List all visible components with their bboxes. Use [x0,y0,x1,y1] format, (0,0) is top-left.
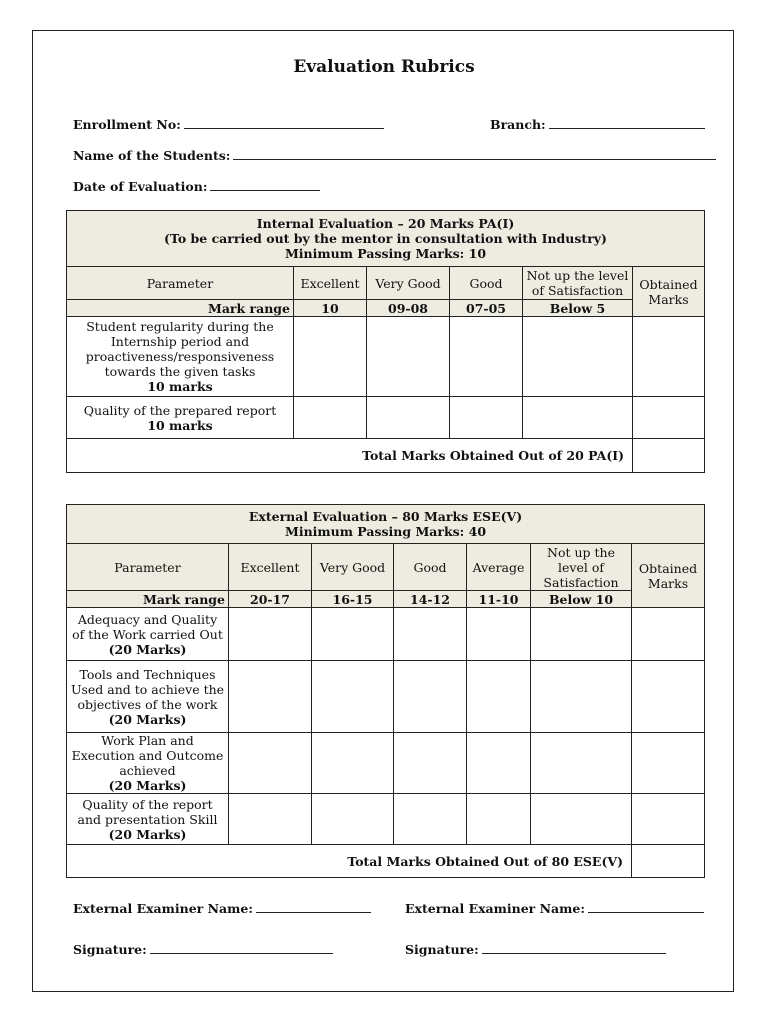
range-excellent: 10 [294,300,367,317]
enrollment-field[interactable] [73,117,384,132]
date-line[interactable] [210,179,320,191]
branch-line[interactable] [549,117,705,129]
score-cell[interactable] [450,397,523,439]
internal-heading-2: (To be carried out by the mentor in consultation with Industry) [164,231,607,246]
date-field[interactable] [73,179,320,194]
obtained-cell[interactable] [633,397,705,439]
range-very-good: 16-15 [312,591,394,608]
internal-total-label: Total Marks Obtained Out of 20 PA(I) [67,439,633,473]
score-cell[interactable] [367,317,450,397]
internal-total-cell[interactable] [633,439,705,473]
score-cell[interactable] [394,733,467,794]
score-cell[interactable] [531,733,632,794]
examiner-name-line-1[interactable] [256,901,371,913]
internal-evaluation-table [66,210,705,473]
col-excellent: Excellent [294,267,367,300]
parameter-marks: (20 Marks) [108,826,187,842]
col-good: Good [450,267,523,300]
signature-line-2[interactable] [482,942,666,954]
score-cell[interactable] [294,397,367,439]
parameter-marks: (20 Marks) [108,641,187,657]
score-cell[interactable] [467,661,531,733]
range-excellent: 20-17 [229,591,312,608]
score-cell[interactable] [394,794,467,845]
score-cell[interactable] [312,608,394,661]
score-cell[interactable] [229,733,312,794]
internal-heading-3: Minimum Passing Marks: 10 [284,246,487,261]
external-heading-1: External Evaluation – 80 Marks ESE(V) [248,509,523,524]
parameter-text: Quality of the prepared report [83,402,277,418]
parameter-cell [67,661,229,733]
examiner-name-label-2: External Examiner Name: [405,901,585,916]
external-heading-2: Minimum Passing Marks: 40 [284,524,487,539]
enrollment-line[interactable] [184,117,384,129]
range-not-satisfactory: Below 5 [523,300,633,317]
col-obtained-marks: Obtained Marks [633,267,705,317]
score-cell[interactable] [312,661,394,733]
score-cell[interactable] [312,733,394,794]
obtained-cell[interactable] [632,733,705,794]
score-cell[interactable] [394,608,467,661]
col-average: Average [467,544,531,591]
score-cell[interactable] [294,317,367,397]
obtained-cell[interactable] [632,608,705,661]
parameter-cell [67,608,229,661]
parameter-text: Adequacy and Quality of the Work carried Out [72,611,223,642]
parameter-cell [67,397,294,439]
score-cell[interactable] [523,397,633,439]
parameter-marks: (20 Marks) [108,778,187,793]
page-title: Evaluation Rubrics [293,57,475,77]
score-cell[interactable] [531,794,632,845]
range-not-satisfactory: Below 10 [531,591,632,608]
table-row [67,397,705,439]
branch-label: Branch: [490,117,546,132]
internal-heading [67,211,705,267]
examiner-name-line-2[interactable] [588,901,704,913]
score-cell[interactable] [367,397,450,439]
students-label: Name of the Students: [73,148,231,163]
obtained-cell[interactable] [632,794,705,845]
col-parameter: Parameter [67,267,294,300]
obtained-cell[interactable] [632,661,705,733]
score-cell[interactable] [467,733,531,794]
obtained-cell[interactable] [633,317,705,397]
parameter-text: Quality of the report and presentation Skill [77,796,218,827]
signature-field-2[interactable] [405,942,666,957]
parameter-cell [67,317,294,397]
examiner-name-field-2[interactable] [405,901,704,916]
parameter-marks: 10 marks [147,379,213,394]
col-very-good: Very Good [367,267,450,300]
col-obtained-marks: Obtained Marks [632,544,705,608]
score-cell[interactable] [531,608,632,661]
date-label: Date of Evaluation: [73,179,208,194]
col-very-good: Very Good [312,544,394,591]
parameter-cell [67,794,229,845]
examiner-name-field-1[interactable] [73,901,371,916]
parameter-text: Work Plan and Execution and Outcome achieved [71,733,224,778]
parameter-cell [67,733,229,794]
col-not-satisfactory: Not up the level of Satisfaction [531,544,632,591]
col-excellent: Excellent [229,544,312,591]
score-cell[interactable] [523,317,633,397]
score-cell[interactable] [467,794,531,845]
branch-field[interactable] [490,117,705,132]
students-field[interactable] [73,148,716,163]
score-cell[interactable] [450,317,523,397]
score-cell[interactable] [394,661,467,733]
score-cell[interactable] [229,794,312,845]
parameter-text: Student regularity during the Internship period and proactiveness/responsiveness towards the given tasks [85,319,275,379]
parameter-marks: 10 marks [147,417,213,433]
table-row [67,317,705,397]
signature-field-1[interactable] [73,942,333,957]
signature-line-1[interactable] [150,942,333,954]
col-good: Good [394,544,467,591]
table-row [67,608,705,661]
table-row [67,661,705,733]
col-parameter: Parameter [67,544,229,591]
external-evaluation-table [66,504,705,878]
signature-label-2: Signature: [405,942,479,957]
range-average: 11-10 [467,591,531,608]
examiner-name-label-1: External Examiner Name: [73,901,253,916]
signature-label-1: Signature: [73,942,147,957]
score-cell[interactable] [229,608,312,661]
range-good: 14-12 [394,591,467,608]
mark-range-label: Mark range [67,300,294,317]
table-row [67,733,705,794]
parameter-marks: (20 Marks) [108,711,187,727]
parameter-text: Tools and Techniques Used and to achieve the objectives of the work [70,666,225,712]
internal-heading-1: Internal Evaluation – 20 Marks PA(I) [256,216,515,231]
external-total-cell[interactable] [632,845,705,878]
range-very-good: 09-08 [367,300,450,317]
students-line[interactable] [233,148,716,160]
external-total-label: Total Marks Obtained Out of 80 ESE(V) [67,845,632,878]
range-good: 07-05 [450,300,523,317]
score-cell[interactable] [312,794,394,845]
table-row [67,794,705,845]
enrollment-label: Enrollment No: [73,117,181,132]
score-cell[interactable] [229,661,312,733]
col-not-satisfactory: Not up the level of Satisfaction [523,267,633,300]
external-heading [67,505,705,544]
score-cell[interactable] [467,608,531,661]
score-cell[interactable] [531,661,632,733]
mark-range-label: Mark range [67,591,229,608]
